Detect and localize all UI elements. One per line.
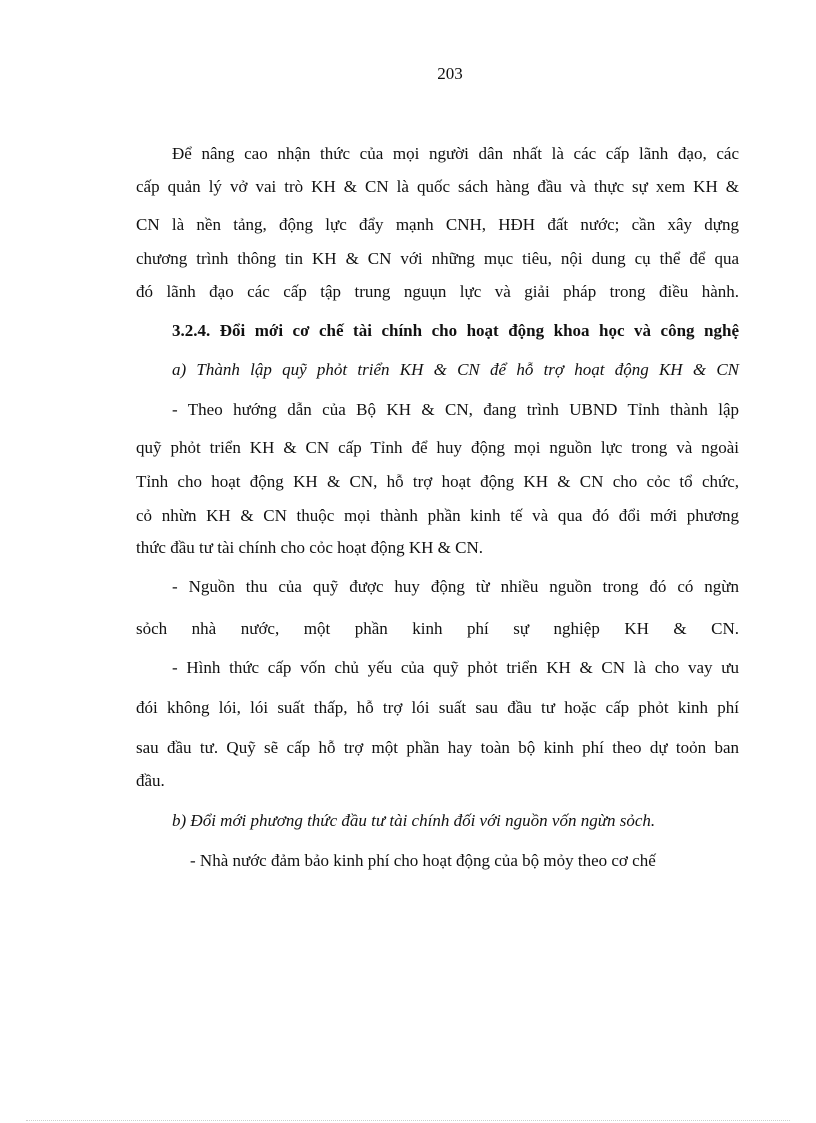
body-text-line: chương trình thông tin KH & CN với những mục tiêu, nội dung cụ thể để qua	[136, 249, 739, 268]
body-text-line: cỏ nhừn KH & CN thuộc mọi thành phần kinh tế và qua đó đổi mới phương	[136, 506, 739, 525]
body-text-line: sỏch nhà nước, một phần kinh phí sự nghiệp KH & CN.	[136, 619, 739, 638]
body-text-line: - Nhà nước đảm bảo kinh phí cho hoạt động của bộ mỏy theo cơ chế	[190, 851, 656, 870]
body-text-line: Để nâng cao nhận thức của mọi người dân nhất là các cấp lãnh đạo, các	[172, 144, 739, 163]
body-text-line: đó lãnh đạo các cấp tập trung nguụn lực và giải pháp trong điều hành.	[136, 282, 739, 301]
body-text-line: - Nguồn thu của quỹ được huy động từ nhiều nguồn trong đó có ngừn	[172, 577, 739, 596]
body-text-line: quỹ phỏt triển KH & CN cấp Tỉnh để huy động mọi nguồn lực trong và ngoài	[136, 438, 739, 457]
body-text-line: - Theo hướng dẫn của Bộ KH & CN, đang trình UBND Tỉnh thành lập	[172, 400, 739, 419]
page-bottom-border	[26, 1120, 790, 1121]
subsection-heading-a: a) Thành lập quỹ phỏt triển KH & CN để hỗ trợ hoạt động KH & CN	[172, 360, 739, 379]
section-heading: 3.2.4. Đổi mới cơ chế tài chính cho hoạt động khoa học và công nghệ	[172, 321, 739, 340]
body-text-line: - Hình thức cấp vốn chủ yếu của quỹ phỏt triển KH & CN là cho vay ưu	[172, 658, 739, 677]
body-text-line: cấp quản lý vở vai trò KH & CN là quốc sách hàng đầu và thực sự xem KH &	[136, 177, 739, 196]
body-text-line: CN là nền tảng, động lực đẩy mạnh CNH, HĐH đất nước; cần xây dựng	[136, 215, 739, 234]
subsection-heading-b: b) Đổi mới phương thức đầu tư tài chính đối với nguồn vốn ngừn sỏch.	[172, 811, 656, 830]
page-number: 203	[437, 64, 463, 83]
body-text-line: thức đầu tư tài chính cho cỏc hoạt động KH & CN.	[136, 538, 484, 557]
body-text-line: đầu.	[136, 771, 165, 790]
body-text-line: sau đầu tư. Quỹ sẽ cấp hỗ trợ một phần hay toàn bộ kinh phí theo dự toỏn ban	[136, 738, 739, 757]
body-text-line: đói không lói, lói suất thấp, hỗ trợ lói suất sau đầu tư hoặc cấp phỏt kinh phí	[136, 698, 739, 717]
body-text-line: Tỉnh cho hoạt động KH & CN, hỗ trợ hoạt động KH & CN cho cỏc tổ chức,	[136, 472, 739, 491]
